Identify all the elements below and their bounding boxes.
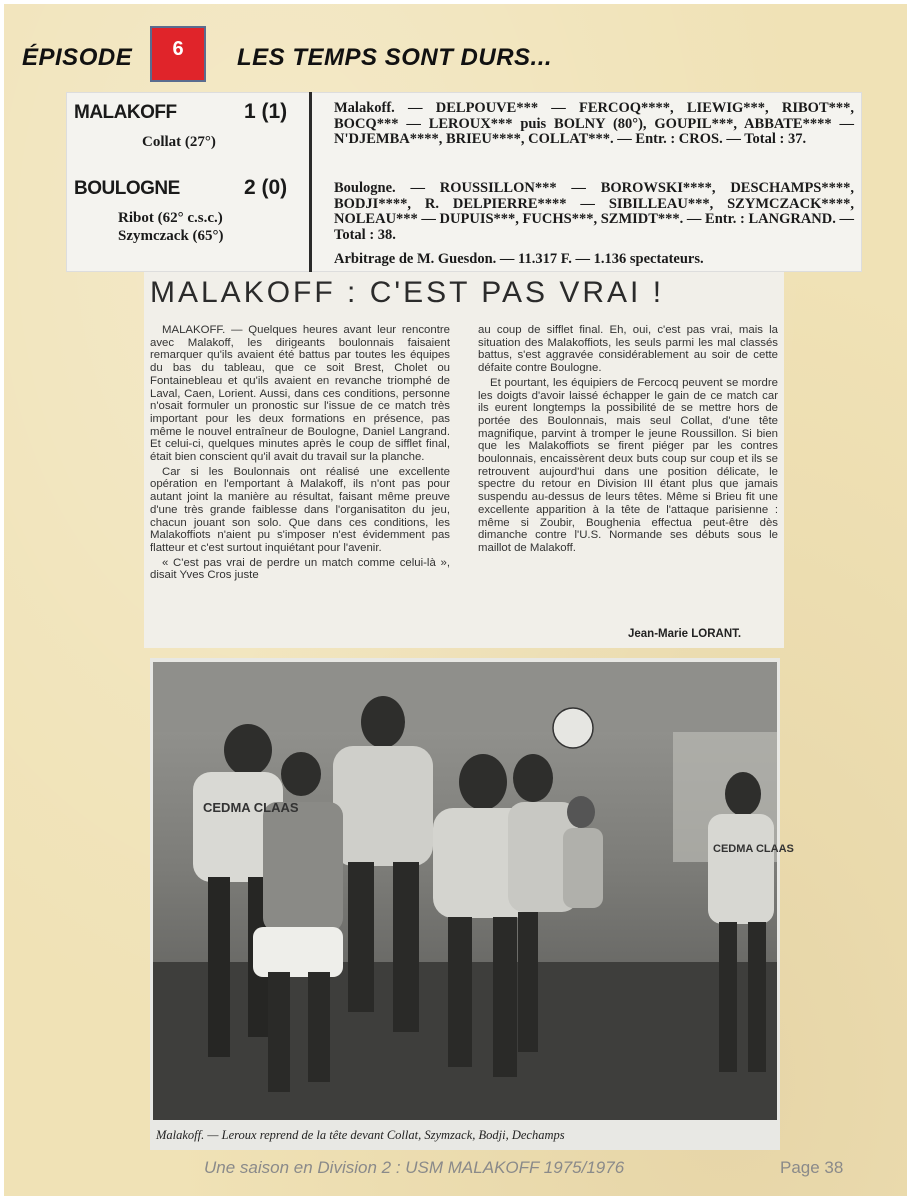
away-team-score: 2 (0)	[244, 176, 288, 199]
home-team-name: MALAKOFF	[74, 102, 177, 123]
article-paragraph: Car si les Boulonnais ont réalisé une excellente opération en l'emportant à Malakoff, ils n'ont pas pour autant joint la manière au résultat, faisant même preuve d'une très grande faiblesse dans l'organisatiton du jeu, chacun jouant son solo. Que dans ces conditions, les Malakoffiots n'aient pu s'imposer n'est évidemment pas flatteur et c'est surtout inquiétant pour l'avenir.	[150, 465, 450, 554]
jersey-text-1: CEDMA CLAAS	[203, 800, 299, 815]
page-background	[4, 4, 907, 1196]
article-paragraph: au coup de sifflet final. Eh, oui, c'est pas vrai, mais la situation des Malakoffiots, les seuls parmi les mal classés battus, s'est aggravée considérablement au soir de cette défaite contre Boulogne.	[478, 324, 778, 375]
episode-label: ÉPISODE	[22, 44, 133, 71]
article-author: Jean-Marie LORANT.	[628, 628, 742, 640]
away-scorer-1: Ribot (62° c.s.c.)	[118, 210, 223, 226]
match-photo-clipping	[150, 658, 794, 1150]
article-clipping	[144, 272, 784, 648]
episode-title: LES TEMPS SONT DURS...	[237, 44, 553, 71]
episode-number-badge: 6	[150, 26, 206, 82]
home-scorers: Collat (27°)	[142, 134, 216, 150]
ball-shape	[553, 708, 593, 748]
article-title: MALAKOFF : C'EST PAS VRAI !	[150, 276, 665, 309]
away-scorer-2: Szymczack (65°)	[118, 228, 224, 244]
home-team-score: 1 (1)	[244, 100, 288, 123]
photo-caption: Malakoff. — Leroux reprend de la tête devant Collat, Szymzack, Bodji, Dechamps	[156, 1128, 565, 1142]
referee-line: Arbitrage de M. Guesdon. — 11.317 F. — 1.136 spectateurs.	[334, 251, 704, 267]
footer-text: Une saison en Division 2 : USM MALAKOFF 1975/1976	[204, 1158, 625, 1177]
article-paragraph: « C'est pas vrai de perdre un match comme celui-là », disait Yves Cros juste	[150, 556, 450, 582]
page-number: Page 38	[780, 1158, 844, 1177]
away-team-name: BOULOGNE	[74, 178, 180, 199]
article-paragraph: Et pourtant, les équipiers de Fercocq peuvent se mordre les doigts d'avoir laissé échapper le gain de ce match car ils eurent longtemps la possibilité de se mettre hors de portée des Boulonnais, mais seul Collat, d'une tête magnifique, parvint à tromper le jeune Roussillon. Si bien que les Malakoffiots se firent piéger par les contres boulonnais, encaissèrent deux buts coup sur coup et ils se retrouvent aujourd'hui dans une position délicate, le spectre du retour en Division III étant plus que jamais suspendu au-dessus de leurs têtes. Même si Brieu fit une excellente apparition à la tête de l'attaque parisienne : même si Zoubir, Boughenia effectua peut-être dès dimanche contre l'U.S. Normande ses débuts sous le maillot de Malakoff.	[478, 376, 778, 554]
match-photo-illustration	[153, 662, 794, 1120]
scoreboard-clipping	[66, 92, 862, 272]
jersey-text-2: CEDMA CLAAS	[713, 843, 794, 855]
article-column-2	[478, 324, 778, 557]
article-column-1	[150, 324, 450, 584]
home-lineup: Malakoff. — DELPOUVE*** — FERCOQ****, LIEWIG***, RIBOT***, BOCQ*** — LEROUX*** puis BOLNY (80°), GOUPIL***, ABBATE**** — N'DJEMBA****, BRIEU****, COLLAT***. — Entr. : CROS. — Total : 37.	[334, 100, 854, 147]
away-lineup: Boulogne. — ROUSSILLON*** — BOROWSKI****, DESCHAMPS****, BODJI****, R. DELPIERRE**** — SIBILLEAU***, SZYMCZACK****, NOLEAU*** — DUPUIS***, FUCHS***, SZMIDT***. — Entr. : LANGRAND. — Total : 38.	[334, 180, 854, 243]
lineups	[322, 92, 858, 272]
score-summary	[66, 92, 312, 272]
article-paragraph: MALAKOFF. — Quelques heures avant leur rencontre avec Malakoff, les dirigeants boulonnais faisaient remarquer qu'ils avaient été battus par toutes les équipes du bas du tableau, que ce soit Brest, Cholet ou Fontainebleau et qu'ils avaient en revanche triomphé de Laval, Caen, Lorient. Aussi, dans ces conditions, personne n'osait formuler un pronostic sur l'issue de ce match très important pour les deux formations en présence, pas même le nouvel entraîneur de Boulogne, Daniel Langrand. Et celui-ci, quelques minutes après le coup de sifflet final, était bien conscient qu'il avait du travail sur la planche.	[150, 324, 450, 464]
match-photo	[153, 662, 794, 1120]
